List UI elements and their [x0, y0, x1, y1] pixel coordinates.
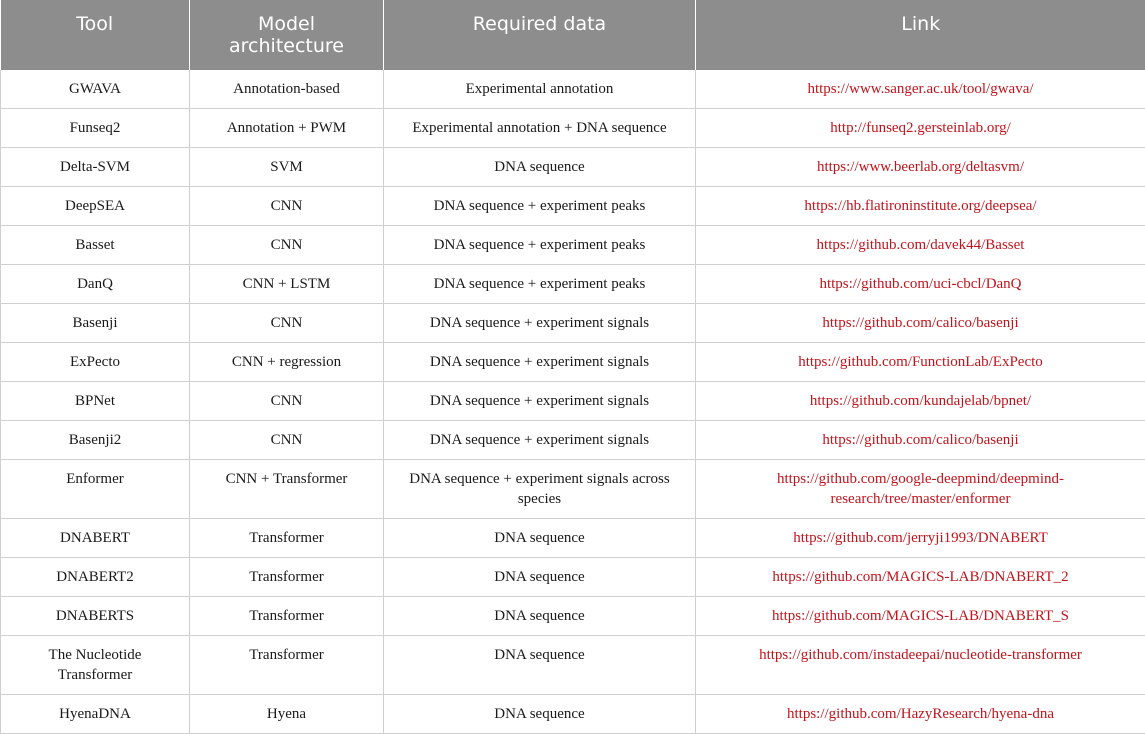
cell-required-data: DNA sequence	[384, 636, 696, 695]
cell-tool: BPNet	[1, 382, 190, 421]
table-row	[1, 382, 1145, 421]
cell-tool: The Nucleotide Transformer	[1, 636, 190, 695]
cell-link[interactable]: https://www.beerlab.org/deltasvm/	[696, 148, 1145, 187]
cell-tool: Funseq2	[1, 109, 190, 148]
cell-tool: Basenji2	[1, 421, 190, 460]
cell-link[interactable]: https://github.com/calico/basenji	[696, 304, 1145, 343]
cell-link[interactable]: https://github.com/jerryji1993/DNABERT	[696, 519, 1145, 558]
cell-link[interactable]: https://github.com/calico/basenji	[696, 421, 1145, 460]
cell-architecture: Transformer	[190, 519, 384, 558]
cell-tool: DNABERTS	[1, 597, 190, 636]
cell-tool: DeepSEA	[1, 187, 190, 226]
table-row	[1, 226, 1145, 265]
table-row	[1, 558, 1145, 597]
cell-link[interactable]: https://github.com/davek44/Basset	[696, 226, 1145, 265]
table-row	[1, 695, 1145, 734]
cell-architecture: Transformer	[190, 558, 384, 597]
cell-link[interactable]: https://www.sanger.ac.uk/tool/gwava/	[696, 70, 1145, 109]
header-tool: Tool	[1, 0, 190, 70]
table-row	[1, 109, 1145, 148]
cell-required-data: DNA sequence + experiment peaks	[384, 226, 696, 265]
header-model-architecture: Model architecture	[190, 0, 384, 70]
cell-link[interactable]: https://hb.flatironinstitute.org/deepsea/	[696, 187, 1145, 226]
cell-tool: DanQ	[1, 265, 190, 304]
cell-link[interactable]: https://github.com/google-deepmind/deepmind-research/tree/master/enformer	[696, 460, 1145, 519]
cell-tool: Enformer	[1, 460, 190, 519]
cell-architecture: SVM	[190, 148, 384, 187]
header-link: Link	[696, 0, 1145, 70]
cell-tool: Basenji	[1, 304, 190, 343]
cell-tool: DNABERT	[1, 519, 190, 558]
cell-required-data: DNA sequence + experiment peaks	[384, 265, 696, 304]
table-row	[1, 597, 1145, 636]
cell-architecture: CNN	[190, 421, 384, 460]
cell-architecture: CNN	[190, 304, 384, 343]
cell-required-data: DNA sequence	[384, 695, 696, 734]
cell-architecture: Hyena	[190, 695, 384, 734]
cell-required-data: DNA sequence	[384, 558, 696, 597]
cell-link[interactable]: https://github.com/HazyResearch/hyena-dna	[696, 695, 1145, 734]
cell-architecture: Annotation + PWM	[190, 109, 384, 148]
table-row	[1, 70, 1145, 109]
cell-required-data: DNA sequence	[384, 519, 696, 558]
table-row	[1, 519, 1145, 558]
cell-link[interactable]: https://github.com/uci-cbcl/DanQ	[696, 265, 1145, 304]
cell-required-data: DNA sequence + experiment signals	[384, 304, 696, 343]
cell-required-data: DNA sequence	[384, 148, 696, 187]
cell-architecture: CNN	[190, 187, 384, 226]
table-row	[1, 636, 1145, 695]
cell-tool: Delta-SVM	[1, 148, 190, 187]
cell-architecture: Annotation-based	[190, 70, 384, 109]
cell-required-data: Experimental annotation + DNA sequence	[384, 109, 696, 148]
header-row	[1, 0, 1145, 70]
cell-architecture: Transformer	[190, 636, 384, 695]
table-row	[1, 421, 1145, 460]
cell-link[interactable]: https://github.com/MAGICS-LAB/DNABERT_2	[696, 558, 1145, 597]
cell-required-data: DNA sequence + experiment signals	[384, 343, 696, 382]
cell-tool: GWAVA	[1, 70, 190, 109]
cell-architecture: CNN + Transformer	[190, 460, 384, 519]
cell-required-data: DNA sequence + experiment peaks	[384, 187, 696, 226]
cell-architecture: CNN + regression	[190, 343, 384, 382]
cell-tool: Basset	[1, 226, 190, 265]
table-row	[1, 148, 1145, 187]
cell-link[interactable]: http://funseq2.gersteinlab.org/	[696, 109, 1145, 148]
cell-required-data: DNA sequence + experiment signals	[384, 421, 696, 460]
table-body	[1, 70, 1145, 734]
cell-link[interactable]: https://github.com/kundajelab/bpnet/	[696, 382, 1145, 421]
cell-required-data: DNA sequence + experiment signals	[384, 382, 696, 421]
table-row	[1, 460, 1145, 519]
cell-architecture: CNN + LSTM	[190, 265, 384, 304]
cell-tool: HyenaDNA	[1, 695, 190, 734]
table-row	[1, 304, 1145, 343]
table-row	[1, 343, 1145, 382]
cell-required-data: DNA sequence + experiment signals across species	[384, 460, 696, 519]
table-row	[1, 187, 1145, 226]
cell-tool: ExPecto	[1, 343, 190, 382]
cell-required-data: Experimental annotation	[384, 70, 696, 109]
table-header	[1, 0, 1145, 70]
cell-link[interactable]: https://github.com/instadeepai/nucleotide-transformer	[696, 636, 1145, 695]
cell-tool: DNABERT2	[1, 558, 190, 597]
header-required-data: Required data	[384, 0, 696, 70]
cell-link[interactable]: https://github.com/MAGICS-LAB/DNABERT_S	[696, 597, 1145, 636]
table-row	[1, 265, 1145, 304]
cell-architecture: Transformer	[190, 597, 384, 636]
cell-architecture: CNN	[190, 382, 384, 421]
cell-architecture: CNN	[190, 226, 384, 265]
cell-required-data: DNA sequence	[384, 597, 696, 636]
cell-link[interactable]: https://github.com/FunctionLab/ExPecto	[696, 343, 1145, 382]
